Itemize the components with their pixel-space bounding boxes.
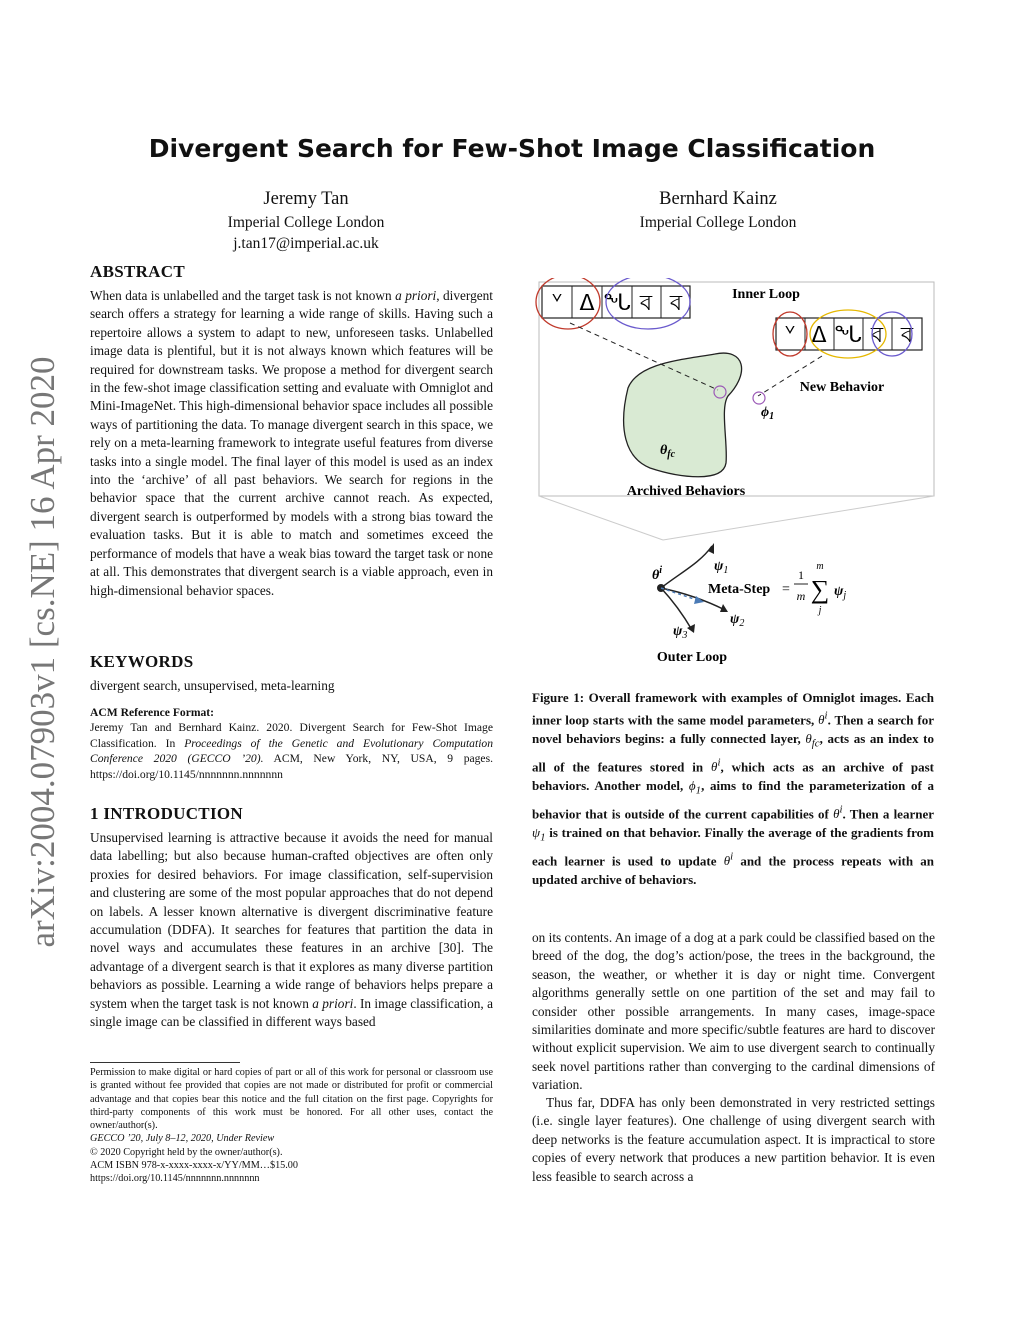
meta-frac-den: m bbox=[796, 589, 806, 603]
glyph-new-3: ᖓ bbox=[834, 322, 862, 347]
glyph-new-2: ᐃ bbox=[811, 322, 827, 347]
glyph-strip-new bbox=[773, 310, 922, 358]
footnote-rule bbox=[90, 1062, 240, 1063]
abstract-text-italic: a priori bbox=[395, 288, 437, 303]
cap-m6: $\psi_1$ bbox=[532, 825, 546, 844]
abstract-heading: ABSTRACT bbox=[90, 262, 185, 281]
theta-fc-label: $\theta_{fc}$ bbox=[660, 443, 676, 460]
theta-i-label: $\theta^i$ bbox=[652, 565, 663, 583]
abstract-text bbox=[90, 287, 493, 600]
introduction-heading: 1 INTRODUCTION bbox=[90, 804, 243, 823]
meta-step-label: Meta-Step bbox=[708, 582, 771, 597]
paper-title: Divergent Search for Few-Shot Image Classification bbox=[148, 134, 876, 163]
inner-loop-label: Inner Loop bbox=[732, 287, 800, 302]
figure-1-caption bbox=[532, 688, 934, 889]
meta-sum-top: m bbox=[816, 561, 824, 572]
glyph-5: ব bbox=[669, 290, 683, 315]
meta-sum-bottom: j bbox=[818, 605, 822, 616]
glyph-1: ᘁ bbox=[551, 290, 563, 315]
learner-3-arrowhead bbox=[687, 624, 695, 633]
glyph-new-4: ব bbox=[870, 322, 884, 347]
footnote-isbn: ACM ISBN 978-x-xxxx-xxxx-x/YY/MM…$15.00 bbox=[90, 1160, 298, 1172]
glyph-new-5: ব bbox=[900, 322, 914, 347]
author-1-affiliation: Imperial College London bbox=[227, 214, 385, 231]
cap-s6: . Then a learner bbox=[842, 806, 934, 822]
psi-3-label: $\psi_3$ bbox=[673, 624, 688, 641]
meta-sum-sign: ∑ bbox=[810, 575, 830, 604]
cap-s8: and the process repeats with an updated archive of behaviors. bbox=[532, 853, 934, 888]
author-1-name: Jeremy Tan bbox=[263, 189, 349, 209]
new-behavior-point bbox=[753, 392, 765, 404]
cap-m2: $\theta_{fc}$ bbox=[805, 731, 820, 750]
cap-s7: is trained on that behavior. Finally the average of the gradients from each learner is used to update bbox=[532, 825, 934, 869]
psi-1-label: $\psi_1$ bbox=[714, 559, 729, 576]
learner-1-arrow bbox=[661, 546, 712, 588]
figure-1 bbox=[530, 278, 942, 678]
author-2-affiliation: Imperial College London bbox=[639, 214, 797, 231]
outer-loop-label: Outer Loop bbox=[656, 650, 728, 665]
acm-ref-a: Jeremy Tan and Bernhard Kainz. 2020. Divergent Search for Few-Shot Image Classification. In bbox=[90, 721, 493, 750]
cap-m7: $\theta^i$ bbox=[723, 850, 734, 869]
introduction-paragraph-1 bbox=[90, 829, 493, 1031]
author-1-email: j.tan17@imperial.ac.uk bbox=[233, 235, 379, 252]
glyph-4: ব bbox=[639, 290, 653, 315]
introduction-paragraph-1-continued: on its contents. An image of a dog at a park could be classified based on the breed of the dog, the dog’s action/pose, the trees in the background, the season, the weather, or whether it is day or night time. Convergent algorithms generally settle on one partition of the set and may fail to consider other possible arrangements. In many cases, image-space similarities dominate and more specific/subtle features are hard to discover without explicit supervision. We aim to use divergent search to continually seek novel partitions rather than converging to the cardinal dimensions of variation. bbox=[532, 930, 935, 1093]
acm-ref-italic: Proceedings of the Genetic and Evolutionary Computation Conference 2020 (GECCO ’20). bbox=[90, 736, 494, 766]
acm-reference-heading: ACM Reference Format: bbox=[90, 706, 215, 719]
zoom-line-right bbox=[663, 496, 934, 540]
abstract-text-b: , divergent search offers a strategy for learning a wide range of skills. Having such a repertoire allows a system to adapt to new, unforeseen tasks. Unlabelled image data is plentiful, but it is not always known which features will be required for downstream tasks. We propose a method for divergent search in the few-shot image classification setting and evaluate with Omniglot and Mini-ImageNet. This high-dimensional behavior space includes all possible ways of partitioning the data. To manage divergent search in this space, we rely on a meta-learning framework to integrate useful features from diverse tasks into a single model. The final layer of this model is used as an index into the ‘archive’ of all past behaviors. We search for regions in the behavior space that the current archive cannot reach. As expected, divergent search is outperformed by models with a strong bias toward the evaluation tasks. But it is able to match and sometimes exceed the performance of models that have a weak bias toward the target task or none at all. This demonstrates that divergent search is a viable approach, even in high-dimensional behavior spaces. bbox=[90, 288, 494, 598]
new-behavior-label: New Behavior bbox=[799, 380, 885, 395]
cap-s2: . Then a search for novel behaviors begins: a fully connected layer, bbox=[532, 712, 934, 747]
behavior-space-blob bbox=[624, 353, 742, 477]
footnote-permission: Permission to make digital or hard copies of part or all of this work for personal or classroom use is granted without fee provided that copies are not made or distributed for profit or commercial advantage and that copies bear this notice and the full citation on the first page. Copyrights for third-party components of this work must be honored. For all other uses, contact the owner/author(s). bbox=[90, 1067, 493, 1132]
cap-m1: $\theta^i$ bbox=[818, 710, 828, 728]
zoom-line-left bbox=[539, 496, 663, 540]
cap-s4: , which acts as an archive of past behaviors. Another model, bbox=[532, 759, 935, 794]
introduction-paragraph-2: Thus far, DDFA has only been demonstrated in very restricted settings (i.e. single layer features). One challenge of using divergent search with deep networks is the feature accumulation aspect. It is impractical to store copies of every network that produces a new partition behavior. It is even less feasible to search across a bbox=[532, 1095, 935, 1184]
intro-p1-italic: a priori bbox=[312, 995, 354, 1011]
acm-ref-b: ACM, New York, NY, USA, 9 pages. https://doi.org/10.1145/nnnnnnn.nnnnnnn bbox=[90, 752, 493, 781]
author-2-name: Bernhard Kainz bbox=[659, 189, 777, 209]
archived-behaviors-label: Archived Behaviors bbox=[626, 484, 746, 499]
cap-m3: $\theta^i$ bbox=[711, 756, 721, 775]
abstract-text-a: When data is unlabelled and the target task is not known bbox=[90, 288, 396, 303]
acm-reference-text bbox=[90, 720, 493, 782]
footnote-conference: GECCO ’20, July 8–12, 2020, Under Review bbox=[90, 1133, 275, 1145]
glyph-new-1: ᘁ bbox=[784, 322, 796, 347]
author-1 bbox=[186, 186, 426, 254]
arxiv-stamp: arXiv:2004.07903v1 [cs.NE] 16 Apr 2020 bbox=[23, 356, 62, 948]
learner-1-arrowhead bbox=[708, 543, 714, 554]
glyph-2: ᐃ bbox=[579, 290, 595, 315]
glyph-3: ᖓ bbox=[603, 290, 631, 315]
keywords-text: divergent search, unsupervised, meta-learning bbox=[90, 678, 335, 693]
meta-psi-j: $\psi_j$ bbox=[834, 584, 847, 601]
footnote-doi: https://doi.org/10.1145/nnnnnnn.nnnnnnn bbox=[90, 1173, 260, 1185]
author-2 bbox=[598, 186, 838, 233]
phi-1-label: $\phi_1$ bbox=[761, 405, 775, 422]
psi-2-label: $\psi_2$ bbox=[730, 612, 745, 629]
glyph-strip-archive bbox=[536, 278, 690, 329]
cap-s1: Figure 1: Overall framework with examples of Omniglot images. Each inner loop starts with the same model parameters, bbox=[532, 690, 934, 728]
cap-m5: $\theta^i$ bbox=[833, 803, 843, 822]
meta-frac-num: 1 bbox=[798, 568, 804, 582]
footnote-copyright: © 2020 Copyright held by the owner/author(s). bbox=[90, 1146, 283, 1158]
cap-s3: , acts as an index to all of the features stored in bbox=[532, 731, 935, 775]
intro-p1-a: Unsupervised learning is attractive because it avoids the need for manual data labelling; but also because human-crafted objectives are often only proxies for desired behaviors. For image classification, self-supervision and clustering are some of the most popular approaches that do not depend on labels. A lesser known alternative is divergent discriminative feature accumulation (DDFA). It searches for features that partition the data in novel ways and accumulates these features in an archive [30]. The advantage of a divergent search is that it explores as many diverse partition behaviors as possible. Learning a wide range of behaviors helps prepare a system when the target task is not known bbox=[90, 830, 493, 1011]
intro-p1-b: . In image classification, a single image can be classified in different ways based bbox=[90, 995, 493, 1030]
cap-m4: $\phi_1$ bbox=[688, 778, 702, 797]
meta-step-equals: = bbox=[782, 582, 790, 597]
footnote bbox=[90, 1066, 493, 1186]
keywords-heading: KEYWORDS bbox=[90, 652, 194, 671]
cap-s5: , aims to find the parameterization of a behavior that is outside of the current capabilities of bbox=[532, 778, 934, 822]
